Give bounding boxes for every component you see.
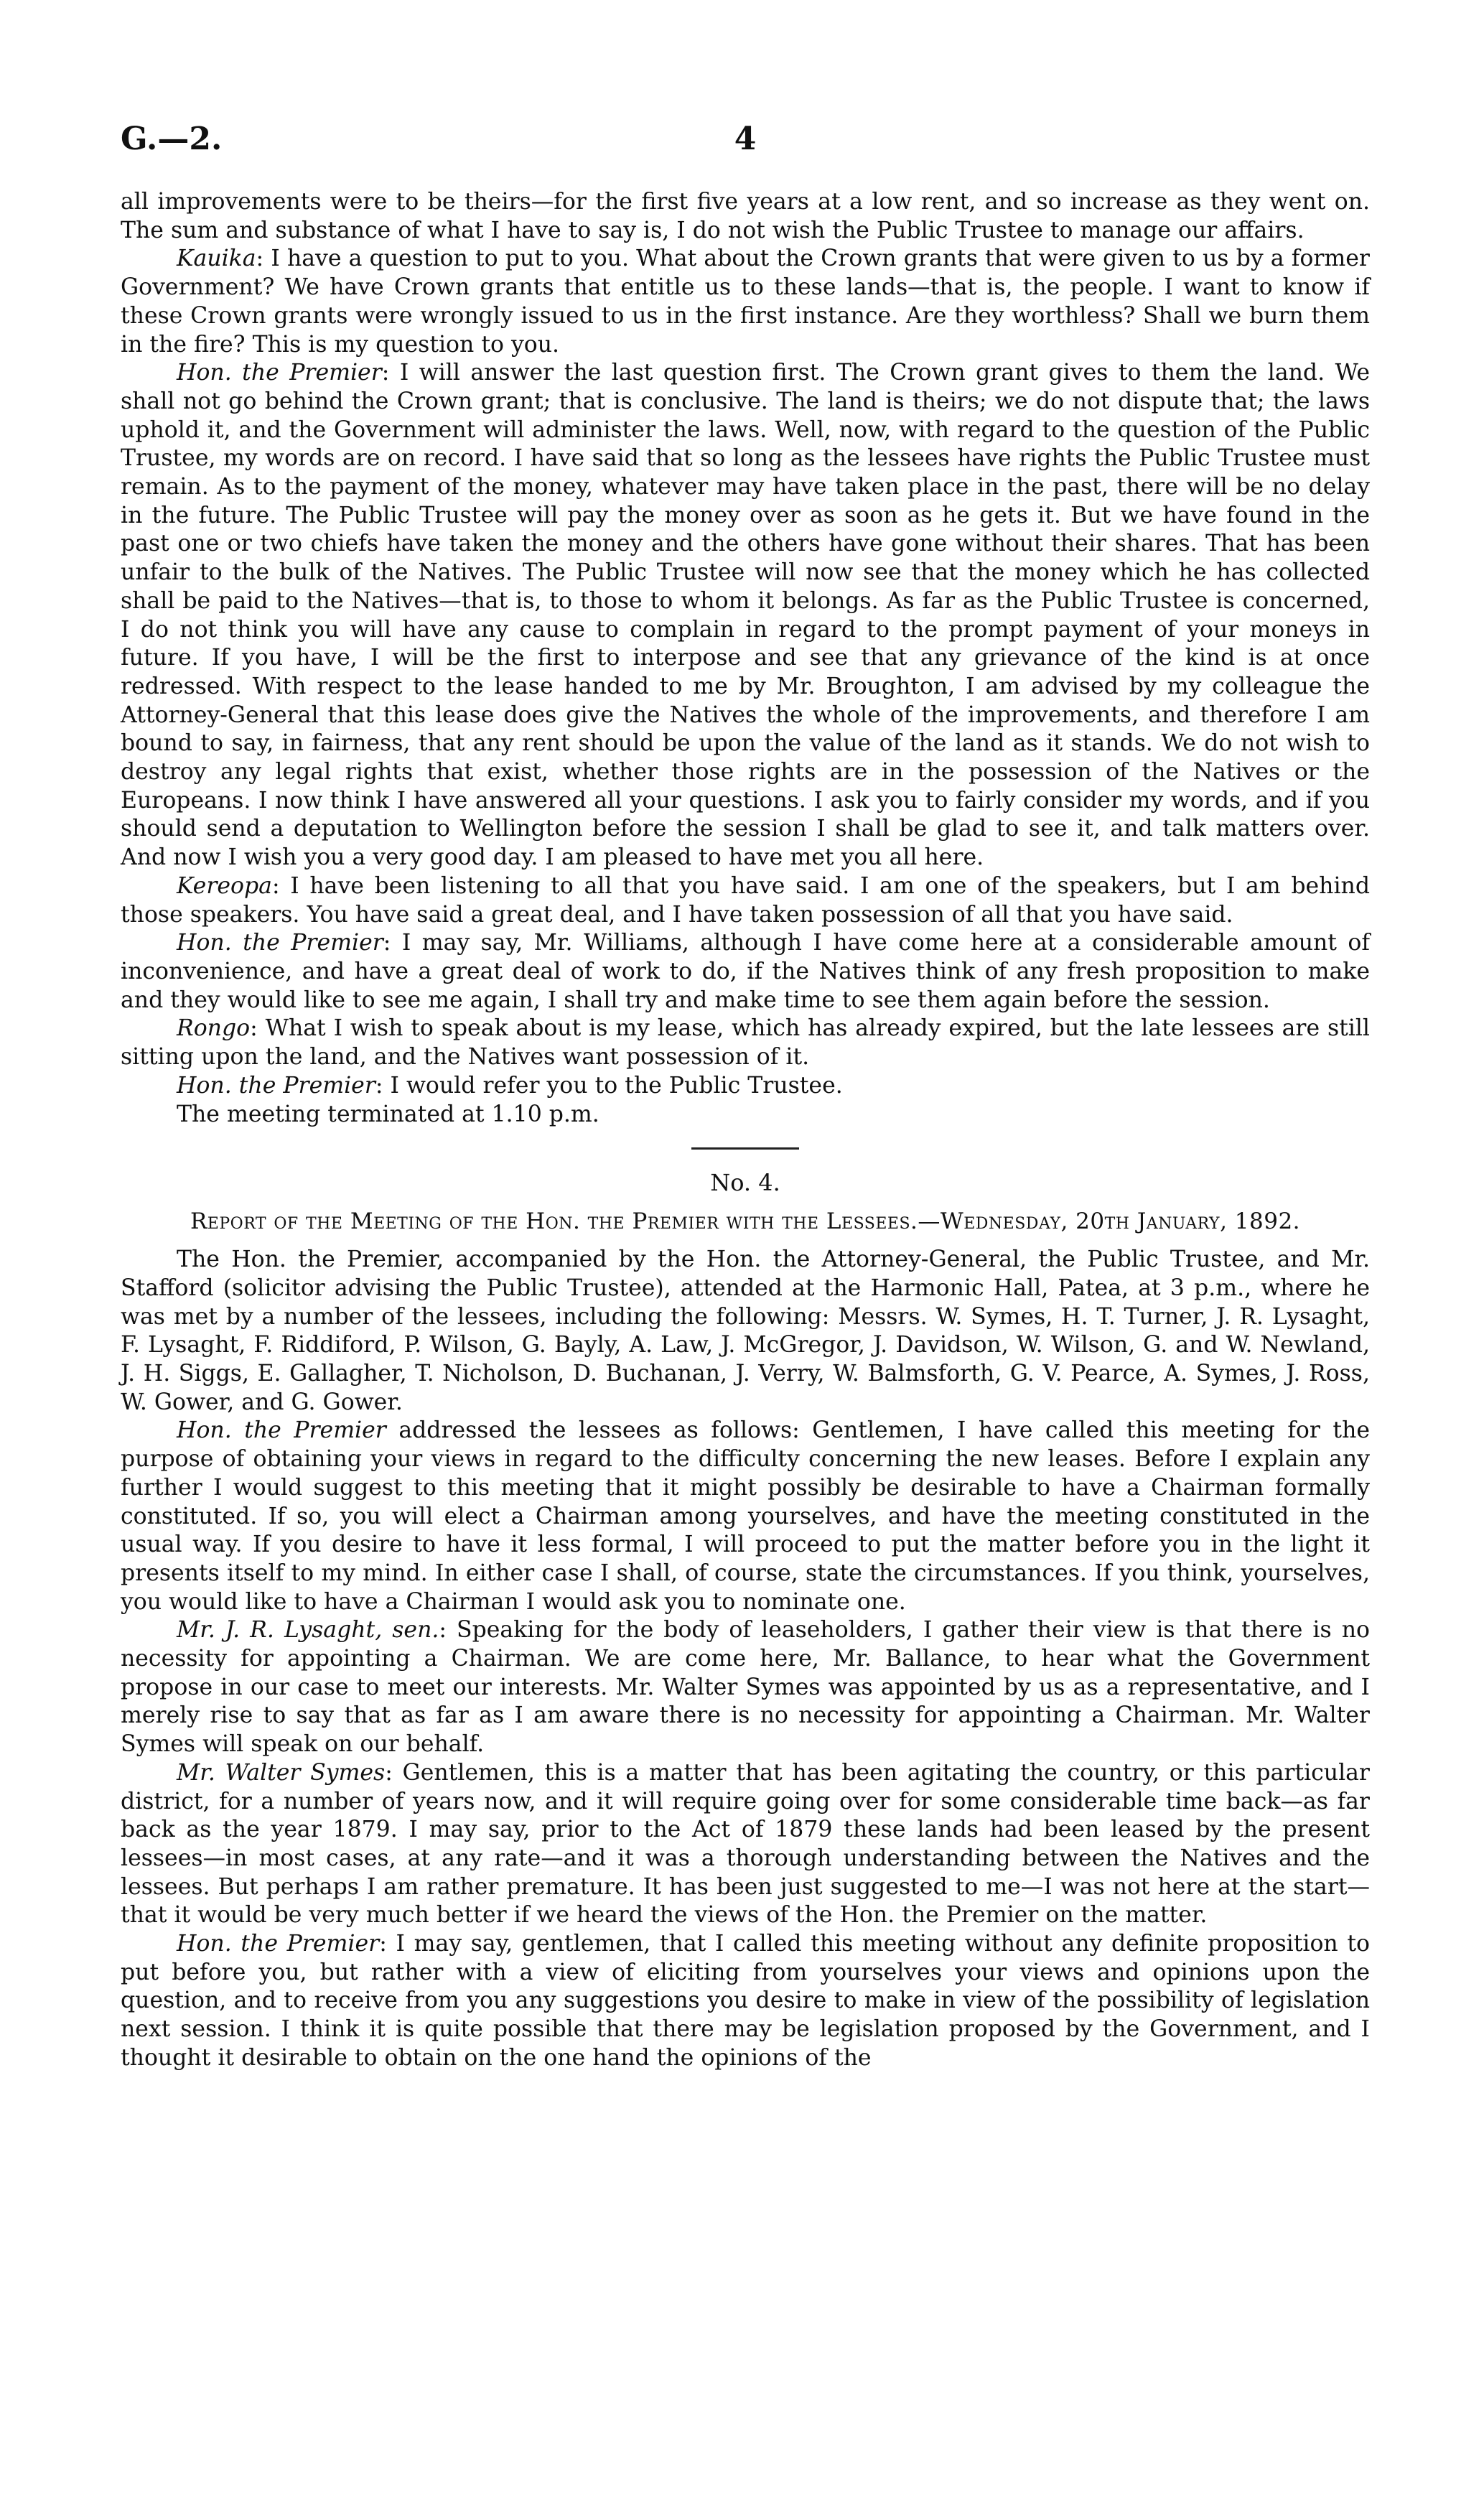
paragraph [121,188,1370,245]
paragraph [121,1417,1370,1616]
paragraph-text: addressed the lessees as follows: Gentlemen, I have called this meeting for the purpose of obtaining your views in regard to the difficulty concerning the new leases. Before I explain any further I would suggest to this meeting that it might possibly be desirable to have a Chairman formally constituted. If so, you will elect a Chairman among yourselves, and have the meeting constituted in the usual way. If you desire to have it less formal, I will proceed to put the matter before you in the light it presents itself to my mind. In either case I shall, of course, state the circumstances. If you think, yourselves, you would like to have a Chairman I would ask you to nominate one. [121,1417,1371,1615]
paragraph [121,1616,1370,1759]
paragraph-text: : Speaking for the body of leaseholders, I gather their view is that there is no necessity for appointing a Chairman. We are come here, Mr. Ballance, to hear what the Government propose in our case to meet our interests. Mr. Walter Symes was appointed by us as a representative, and I merely rise to say that as far as I am aware there is no necessity for appointing a Chairman. Mr. Walter Symes will speak on our behalf. [121,1617,1370,1758]
speaker-name: Mr. J. R. Lysaght, sen. [177,1617,439,1644]
document-reference: G.—2. [121,121,223,157]
paragraph-text: : I may say, Mr. Williams, although I have come here at a considerable amount of inconvenience, and have a great deal of work to do, if the Natives think of any fresh proposition to make and they would like to see me again, I shall try and make time to see them again before the session. [121,930,1371,1013]
paragraph-text: : I may say, gentlemen, that I called this meeting without any definite proposition to put before you, but rather with a view of eliciting from yourselves your views and opinions upon the question, and to receive from you any suggestions you desire to make in view of the possibility of legislation next session. I think it is quite possible that there may be legislation proposed by the Government, and I thought it desirable to obtain on the one hand the opinions of the [121,1931,1370,2071]
page-header [121,121,1370,164]
speaker-name: Kereopa [177,872,272,899]
meeting-minutes-part-2 [121,1246,1370,2072]
section-title: Report of the Meeting of the Hon. the Premier with the Lessees.—Wednesday, 20th January, 1892. [190,1208,1301,1235]
speaker-name: Hon. the Premier [177,1072,375,1099]
speaker-name: Hon. the Premier [177,1931,380,1957]
paragraph [121,929,1370,1015]
paragraph [121,1015,1370,1071]
paragraph-text: all improvements were to be theirs—for the first five years at a low rent, and so increase as they went on. The sum and substance of what I have to say is, I do not wish the Public Trustee to manage our affairs. [121,189,1370,243]
paragraph [121,872,1370,929]
paragraph-text: : Gentlemen, this is a matter that has been agitating the country, or this particular district, for a number of years now, and it will require going over for some considerable time back—as far back as the year 1879. I may say, prior to the Act of 1879 these lands had been leased by the present lessees—in most cases, at any rate—and it was a thorough understanding between the Natives and the lessees. But perhaps I am rather premature. It has been just suggested to me—I was not here at the start—that it would be very much better if we heard the views of the Hon. the Premier on the matter. [121,1759,1370,1929]
speaker-name: Rongo [177,1015,251,1042]
document-body [121,188,1370,2073]
paragraph-text: The meeting terminated at 1.10 p.m. [177,1101,599,1127]
paragraph [121,245,1370,359]
paragraph-text: : I would refer you to the Public Trustee. [375,1072,843,1099]
speaker-name: Mr. Walter Symes [177,1759,386,1786]
speaker-name: Hon. the Premier [177,1417,386,1444]
paragraph [121,1072,1370,1101]
speaker-name: Hon. the Premier [177,360,382,386]
speaker-name: Hon. the Premier [177,930,383,956]
paragraph [121,1101,1370,1129]
paragraph [121,359,1370,872]
paragraph [121,1246,1370,1417]
section-divider [691,1147,799,1150]
paragraph-text: : What I wish to speak about is my lease, which has already expired, but the late lessees are still sitting upon the land, and the Natives want possession of it. [121,1015,1370,1071]
paragraph-text: : I have a question to put to you. What about the Crown grants that were given to us by a former Government? We have Crown grants that entitle us to these lands—that is, the people. I want to know if these Crown grants were wrongly issued to us in the first instance. Are they worthless? Shall we burn them in the fire? This is my question to you. [121,246,1370,358]
page-number: 4 [734,121,757,157]
paragraph-text: The Hon. the Premier, accompanied by the Hon. the Attorney-General, the Public Trustee, and Mr. Stafford (solicitor advising the Public Trustee), attended at the Harmonic Hall, Patea, at 3 p.m., where he was met by a number of the lessees, including the following: Messrs. W. Symes, H. T. Turner, J. R. Lysaght, F. Lysaght, F. Riddiford, P. Wilson, G. Bayly, A. Law, J. McGregor, J. Davidson, W. Wilson, G. and W. Newland, J. H. Siggs, E. Gallagher, T. Nicholson, D. Buchanan, J. Verry, W. Balmsforth, G. V. Pearce, A. Symes, J. Ross, W. Gower, and G. Gower. [121,1246,1370,1415]
paragraph-text: : I will answer the last question first. The Crown grant gives to them the land. We shall not go behind the Crown grant; that is conclusive. The land is theirs; we do not dispute that; the laws uphold it, and the Government will administer the laws. Well, now, with regard to the question of the Public Trustee, my words are on record. I have said that so long as the lessees have rights the Public Trustee must remain. As to the payment of the money, whatever may have taken place in the past, there will be no delay in the future. The Public Trustee will pay the money over as soon as he gets it. But we have found in the past one or two chiefs have taken the money and the others have gone without their shares. That has been unfair to the bulk of the Natives. The Public Trustee will now see that the money which he has collected shall be paid to the Natives—that is, to those to whom it belongs. As far as the Public Trustee is concerned, I do not think you will have any cause to complain in regard to the prompt payment of your moneys in future. If you have, I will be the first to interpose and see that any grievance of the kind is at once redressed. With respect to the lease handed to me by Mr. Broughton, I am advised by my colleague the Attorney-General that this lease does give the Natives the whole of the improvements, and therefore I am bound to say, in fairness, that any rent should be upon the value of the land as it stands. We do not wish to destroy any legal rights that exist, whether those rights are in the possession of the Natives or the Europeans. I now think I have answered all your questions. I ask you to fairly consider my words, and if you should send a deputation to Wellington before the session I shall be glad to see it, and talk matters over. And now I wish you a very good day. I am pleased to have met you all here. [121,360,1371,871]
speaker-name: Kauika [177,246,256,272]
section-number: No. 4. [710,1169,780,1197]
paragraph [121,1930,1370,2073]
meeting-minutes-part-1 [121,188,1370,1129]
paragraph-text: : I have been listening to all that you have said. I am one of the speakers, but I am behind those speakers. You have said a great deal, and I have taken possession of all that you have said. [121,872,1370,928]
paragraph [121,1759,1370,1930]
